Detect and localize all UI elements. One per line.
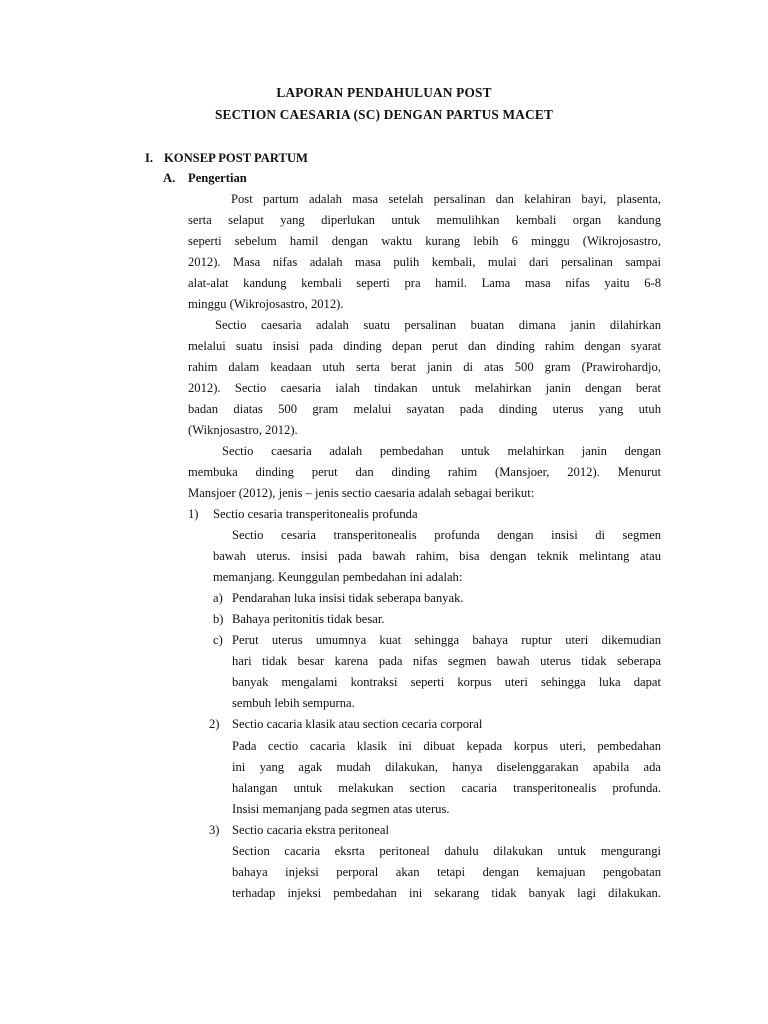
paragraph-line: bawah uterus. insisi pada bawah rahim, bisa dengan teknik melintang atau [213,549,661,563]
paragraph-line: (Wiknjosastro, 2012). [188,423,298,437]
sublist-item: Pendarahan luka insisi tidak seberapa banyak. [232,591,464,605]
sublist-item: Perut uterus umumnya kuat sehingga bahaya ruptur uteri dikemudian [232,633,661,647]
paragraph-line: membuka dinding perut dan dinding rahim (Mansjoer, 2012). Menurut [188,465,661,479]
paragraph-line: seperti sebelum hamil dengan waktu kurang lebih 6 minggu (Wikrojosastro, [188,234,661,248]
section-number: I. [145,151,154,165]
document-title-line2: SECTION CAESARIA (SC) DENGAN PARTUS MACET [214,107,554,122]
subsection-heading: Pengertian [188,171,247,185]
paragraph-line: bahaya injeksi perporal akan tetapi dengan kemajuan pengobatan [232,865,661,879]
list-item-label: Sectio cacaria klasik atau section cecaria corporal [232,717,483,731]
paragraph-line: terhadap injeksi pembedahan ini sekarang tidak banyak lagi dilakukan. [232,886,661,900]
subsection-letter: A. [163,171,176,185]
section-heading: KONSEP POST PARTUM [164,151,308,165]
sublist-letter: b) [213,612,224,626]
sublist-letter: c) [213,633,223,647]
paragraph-line: Section cacaria eksrta peritoneal dahulu dilakukan untuk mengurangi [232,844,661,858]
paragraph-line: serta selaput yang diperlukan untuk memulihkan kembali organ kandung [188,213,661,227]
paragraph-line: Sectio caesaria adalah pembedahan untuk melahirkan janin dengan [222,444,661,458]
paragraph-line: ini yang agak mudah dilakukan, hanya diselenggarakan apabila ada [232,760,661,774]
sublist-item: sembuh lebih sempurna. [232,696,355,710]
sublist-item: banyak mengalami kontraksi seperti korpus uteri sehingga luka dapat [232,675,661,689]
list-number: 2) [209,717,220,731]
sublist-item: hari tidak besar karena pada nifas segmen bawah uterus tidak seberapa [232,654,661,668]
paragraph-line: Sectio cesaria transperitonealis profunda dengan insisi di segmen [232,528,661,542]
list-item-label: Sectio cesaria transperitonealis profunda [213,507,418,521]
list-number: 1) [188,507,199,521]
paragraph-line: 2012). Sectio caesaria ialah tindakan untuk melahirkan janin dengan berat [188,381,661,395]
paragraph-line: Post partum adalah masa setelah persalinan dan kelahiran bayi, plasenta, [231,192,661,206]
paragraph-line: 2012). Masa nifas adalah masa pulih kembali, mulai dari persalinan sampai [188,255,661,269]
paragraph-line: melalui suatu insisi pada dinding depan perut dan dinding rahim dengan syarat [188,339,661,353]
paragraph-line: Pada cectio cacaria klasik ini dibuat kepada korpus uteri, pembedahan [232,739,661,753]
document-title-line1: LAPORAN PENDAHULUAN POST [276,85,492,100]
paragraph-line: Insisi memanjang pada segmen atas uterus. [232,802,450,816]
paragraph-line: Sectio caesaria adalah suatu persalinan buatan dimana janin dilahirkan [215,318,661,332]
list-item-label: Sectio cacaria ekstra peritoneal [232,823,389,837]
paragraph-line: badan diatas 500 gram melalui sayatan pada dinding uterus yang utuh [188,402,661,416]
sublist-item: Bahaya peritonitis tidak besar. [232,612,385,626]
list-number: 3) [209,823,220,837]
paragraph-line: Mansjoer (2012), jenis – jenis sectio caesaria adalah sebagai berikut: [188,486,535,500]
sublist-letter: a) [213,591,223,605]
paragraph-line: halangan untuk melakukan section cacaria transperitonealis profunda. [232,781,661,795]
paragraph-line: rahim dalam keadaan utuh serta berat janin di atas 500 gram (Prawirohardjo, [188,360,661,374]
paragraph-line: minggu (Wikrojosastro, 2012). [188,297,344,311]
paragraph-line: alat-alat kandung kembali seperti pra hamil. Lama masa nifas yaitu 6-8 [188,276,661,290]
paragraph-line: memanjang. Keunggulan pembedahan ini adalah: [213,570,463,584]
